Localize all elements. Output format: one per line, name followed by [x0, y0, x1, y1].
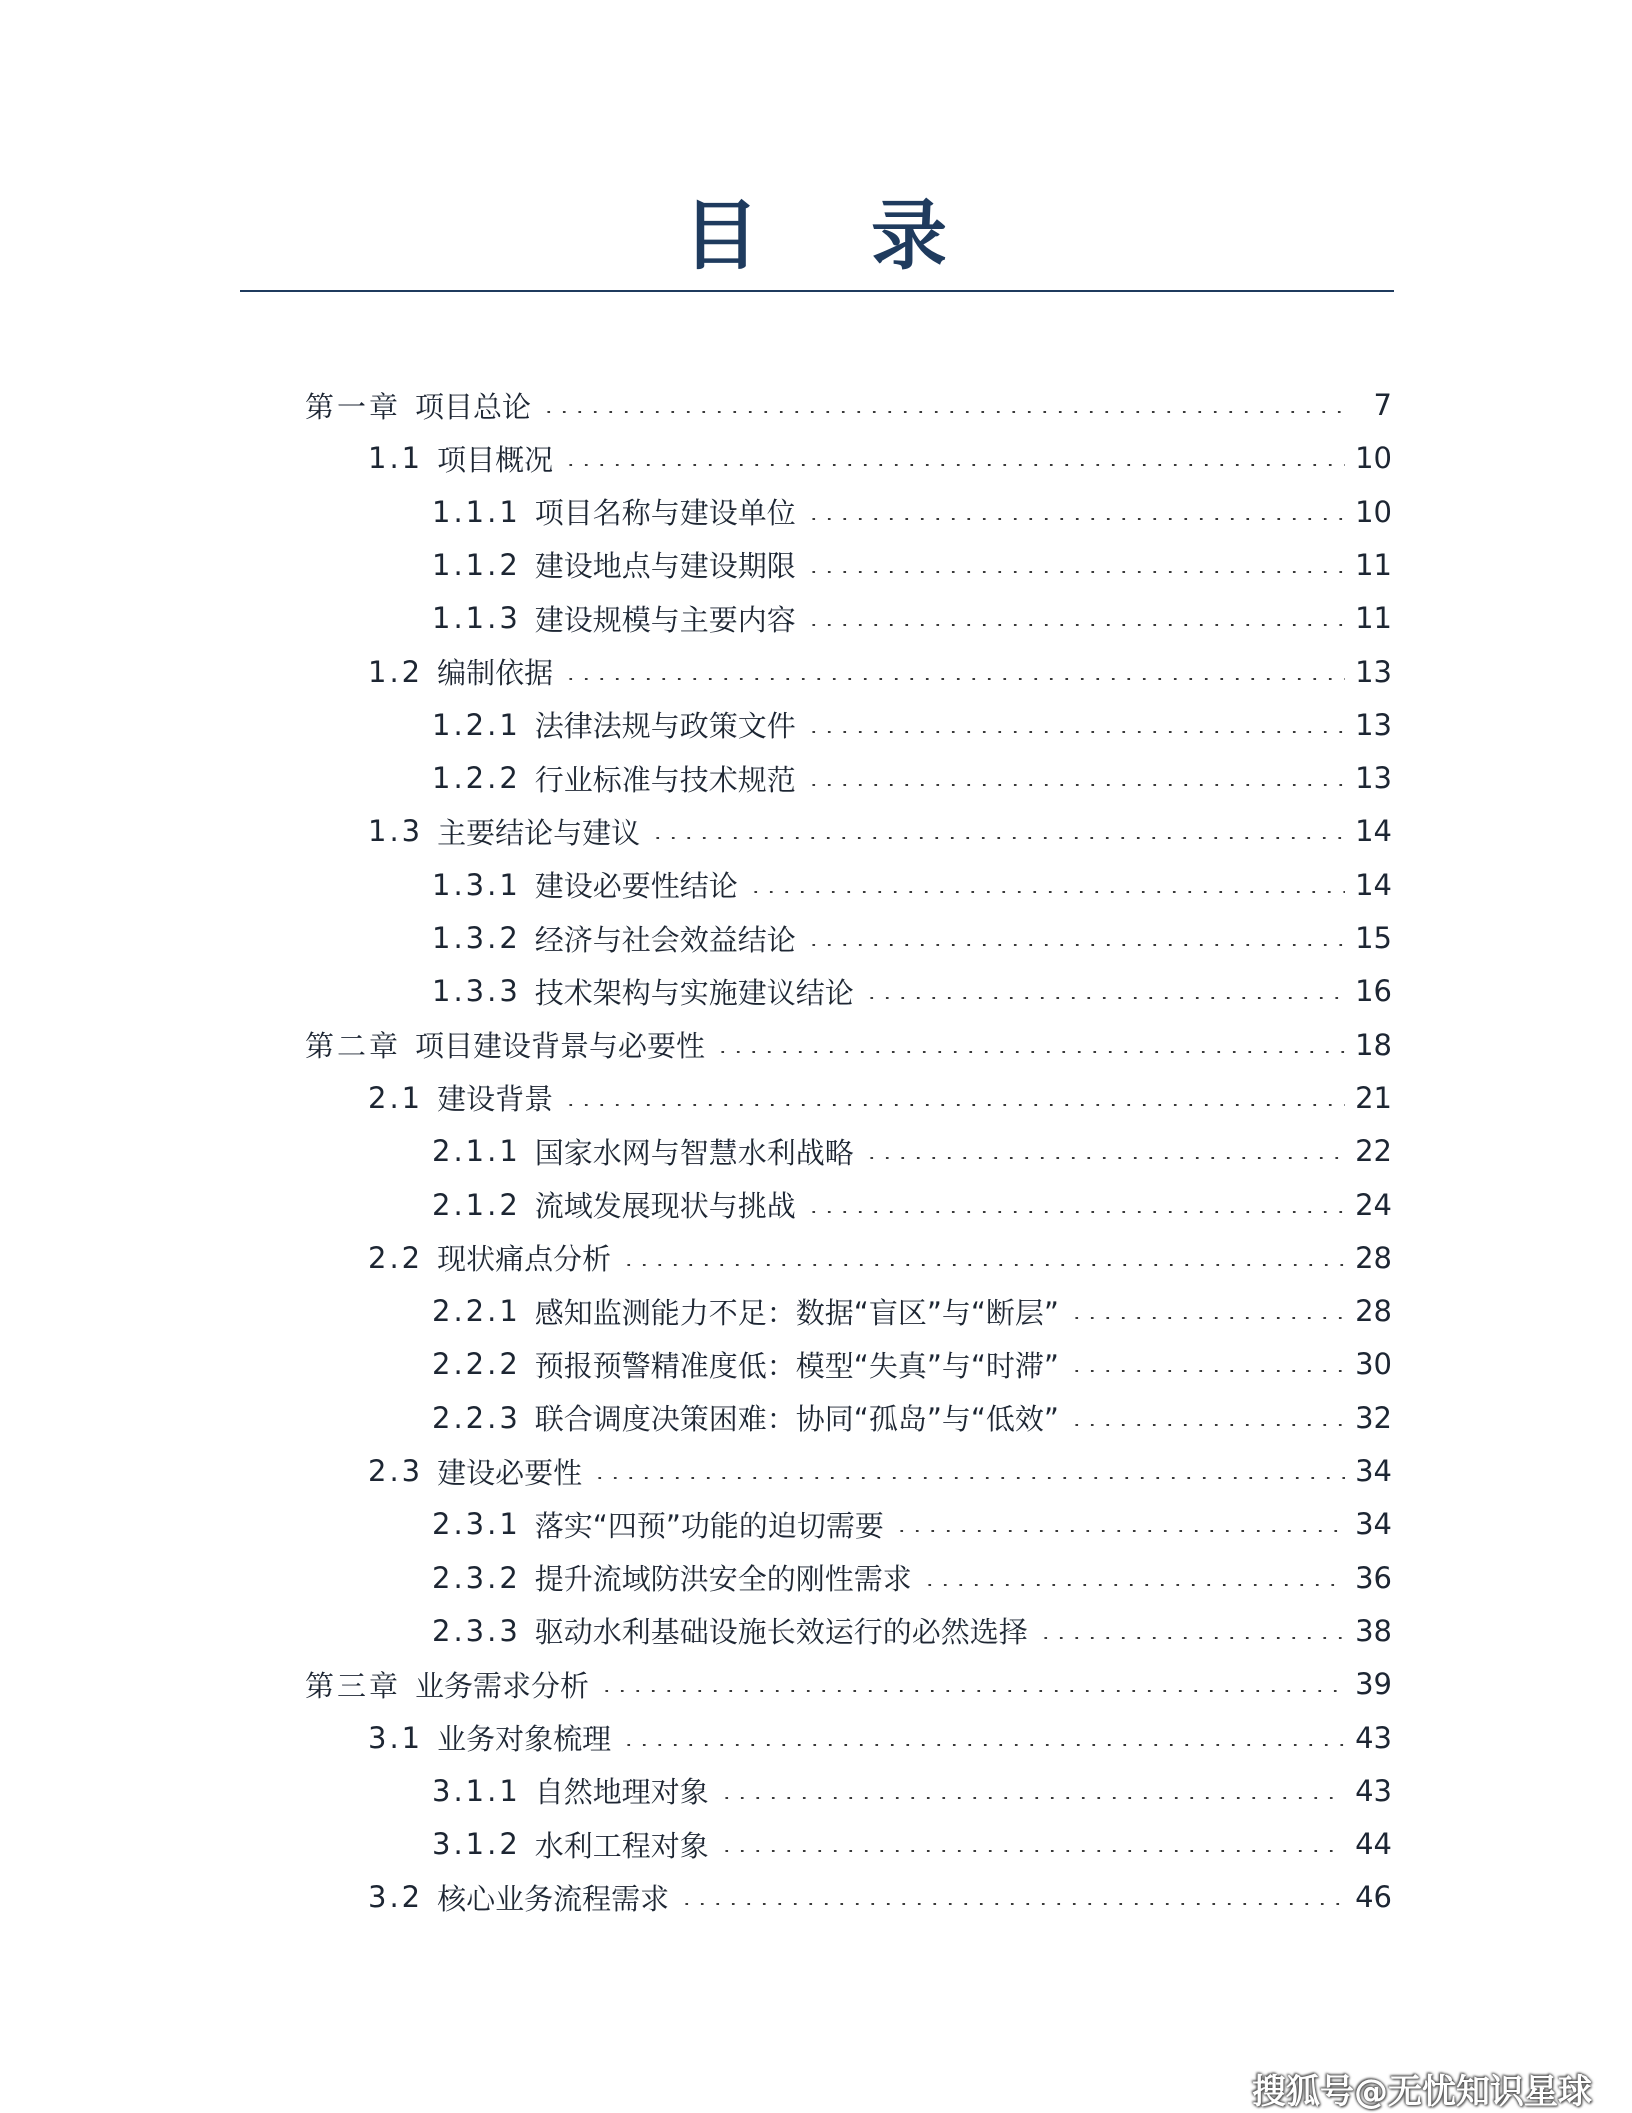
toc-entry-number: 3.1.2 [432, 1827, 521, 1862]
toc-entry[interactable] [368, 1231, 1392, 1285]
toc-dot-leader [1069, 1317, 1345, 1319]
toc-entry-number: 2.2.1 [432, 1294, 521, 1329]
toc-entry-title: 业务对象梳理 [437, 1722, 612, 1756]
toc-dot-leader [806, 784, 1345, 786]
toc-dot-leader [864, 997, 1345, 999]
toc-entry[interactable] [432, 1178, 1392, 1232]
toc-entry-number: 1.3.3 [432, 974, 521, 1009]
toc-entry-title: 驱动水利基础设施长效运行的必然选择 [534, 1615, 1028, 1650]
toc-dot-leader [650, 837, 1345, 839]
toc-dot-leader [806, 571, 1345, 573]
toc-entry[interactable] [368, 645, 1392, 699]
toc-entry-page: 16 [1355, 974, 1392, 1009]
toc-entry-number: 1.2.1 [432, 707, 521, 742]
toc-entry-title: 行业标准与技术规范 [534, 762, 796, 797]
toc-entry-title: 流域发展现状与挑战 [534, 1189, 796, 1223]
toc-entry-title: 建设地点与建设期限 [534, 549, 796, 584]
toc-entry-title: 国家水网与智慧水利战略 [534, 1135, 854, 1170]
toc-entry[interactable] [432, 1551, 1392, 1605]
toc-entry-number: 3.2 [368, 1880, 424, 1915]
toc-entry[interactable] [432, 964, 1392, 1018]
toc-entry-page: 43 [1355, 1720, 1392, 1755]
toc-entry-page: 11 [1355, 547, 1392, 582]
toc-entry-title: 落实“四预”功能的迫切需要 [534, 1508, 884, 1543]
toc-entry-page: 13 [1355, 707, 1392, 742]
toc-entry-title: 业务需求分析 [415, 1668, 590, 1703]
toc-entry-number: 第三章 [305, 1668, 402, 1703]
toc-entry[interactable] [432, 698, 1392, 752]
toc-entry[interactable] [432, 1124, 1392, 1178]
toc-entry[interactable] [432, 1497, 1392, 1551]
toc-entry-page: 21 [1355, 1080, 1392, 1115]
toc-entry-title: 感知监测能力不足：数据“盲区”与“断层” [534, 1295, 1059, 1330]
toc-entry-title: 项目总论 [415, 389, 532, 424]
toc-entry-page: 14 [1355, 867, 1392, 902]
toc-dot-leader [592, 1477, 1345, 1479]
toc-entry-title: 建设规模与主要内容 [534, 602, 796, 637]
toc-entry[interactable] [368, 804, 1392, 858]
toc-entry-title: 技术架构与实施建议结论 [534, 975, 854, 1010]
toc-dot-leader [1038, 1637, 1345, 1639]
toc-entry-page: 28 [1355, 1294, 1392, 1329]
toc-entry-number: 1.1.3 [432, 601, 521, 636]
toc-entry-page: 34 [1355, 1454, 1392, 1488]
toc-dot-leader [563, 464, 1345, 466]
toc-entry-title: 水利工程对象 [534, 1828, 709, 1863]
toc-dot-leader [864, 1157, 1345, 1159]
toc-entry[interactable] [432, 751, 1392, 805]
toc-dot-leader [1069, 1370, 1345, 1372]
toc-entry-number: 第一章 [305, 389, 402, 424]
toc-entry-title: 现状痛点分析 [437, 1242, 612, 1277]
toc-entry-number: 第二章 [305, 1029, 402, 1064]
toc-entry-title: 编制依据 [437, 656, 554, 690]
toc-entry-page: 32 [1355, 1400, 1392, 1435]
toc-entry-title: 建设必要性 [437, 1455, 583, 1490]
toc-entry[interactable] [432, 1284, 1392, 1338]
toc-entry-page: 43 [1355, 1773, 1392, 1808]
toc-entry-title: 建设必要性结论 [534, 869, 738, 904]
toc-entry-number: 1.1.1 [432, 494, 521, 529]
toc-dot-leader [806, 1211, 1345, 1213]
toc-entry[interactable] [432, 1764, 1392, 1818]
toc-entry-number: 2.3.1 [432, 1507, 521, 1542]
toc-entry-title: 法律法规与政策文件 [534, 709, 796, 744]
toc-dot-leader [806, 518, 1345, 520]
toc-entry-number: 2.2 [368, 1240, 424, 1275]
toc-entry[interactable] [368, 431, 1392, 485]
toc-entry[interactable] [432, 858, 1392, 912]
toc-entry-number: 2.1.2 [432, 1187, 521, 1222]
toc-entry-title: 建设背景 [437, 1082, 554, 1117]
toc-entry-page: 46 [1355, 1880, 1392, 1915]
toc-entry-page: 7 [1373, 388, 1392, 422]
toc-entry-number: 1.1 [368, 441, 424, 476]
title-divider [240, 290, 1394, 292]
toc-entry-page: 28 [1355, 1240, 1392, 1275]
toc-entry-page: 11 [1355, 601, 1392, 636]
toc-entry-number: 2.2.3 [432, 1400, 521, 1435]
toc-dot-leader [806, 731, 1345, 733]
toc-dot-leader [1069, 1424, 1345, 1426]
toc-entry[interactable] [432, 538, 1392, 592]
toc-entry[interactable] [432, 911, 1392, 965]
toc-entry-title: 项目名称与建设单位 [534, 496, 796, 531]
toc-entry-number: 1.3.2 [432, 921, 521, 955]
toc-dot-leader [806, 624, 1345, 626]
toc-entry-title: 项目概况 [437, 442, 554, 477]
toc-entry[interactable] [432, 1391, 1392, 1445]
toc-dot-leader [599, 1690, 1345, 1692]
toc-entry-title: 主要结论与建议 [437, 815, 641, 850]
toc-entry[interactable] [305, 1657, 1392, 1711]
toc-entry-title: 提升流域防洪安全的刚性需求 [534, 1562, 912, 1597]
toc-entry-title: 项目建设背景与必要性 [415, 1029, 706, 1064]
toc-entry-number: 3.1.1 [432, 1773, 521, 1808]
toc-entry[interactable] [305, 1018, 1392, 1072]
page-title [0, 188, 1632, 284]
toc-entry[interactable] [368, 1071, 1392, 1125]
toc-dot-leader [621, 1744, 1345, 1746]
toc-entry-page: 13 [1355, 654, 1392, 689]
toc-entry-page: 18 [1355, 1027, 1392, 1062]
toc-entry-page: 39 [1355, 1667, 1392, 1702]
title-char-1: 目 [683, 191, 761, 280]
toc-dot-leader [719, 1850, 1345, 1852]
toc-entry-number: 2.3.3 [432, 1613, 521, 1648]
toc-dot-leader [806, 944, 1345, 946]
toc-entry[interactable] [432, 485, 1392, 539]
toc-dot-leader [563, 1104, 1345, 1106]
toc-entry-page: 30 [1355, 1347, 1392, 1382]
toc-entry-number: 1.3 [368, 814, 424, 849]
toc-entry-number: 1.2.2 [432, 761, 521, 796]
toc-entry-number: 3.1 [368, 1720, 424, 1755]
toc-entry-title: 联合调度决策困难：协同“孤岛”与“低效” [534, 1402, 1059, 1437]
toc-entry-page: 22 [1355, 1134, 1392, 1169]
toc-entry[interactable] [432, 1817, 1392, 1871]
toc-entry[interactable] [432, 591, 1392, 645]
toc-dot-leader [715, 1051, 1345, 1053]
toc-entry-number: 2.1 [368, 1080, 424, 1115]
toc-entry-page: 44 [1355, 1827, 1392, 1862]
toc-dot-leader [719, 1797, 1345, 1799]
toc-entry-number: 2.1.1 [432, 1134, 521, 1169]
toc-dot-leader [563, 678, 1345, 680]
title-char-2: 录 [871, 191, 949, 280]
toc-entry[interactable] [432, 1337, 1392, 1391]
toc-dot-leader [541, 411, 1346, 413]
toc-entry-number: 2.3 [368, 1454, 424, 1488]
toc-entry-number: 1.3.1 [432, 867, 521, 902]
toc-entry-title: 预报预警精准度低：模型“失真”与“时滞” [534, 1348, 1059, 1383]
toc-dot-leader [621, 1264, 1345, 1266]
toc-entry-number: 2.2.2 [432, 1347, 521, 1382]
toc-dot-leader [922, 1584, 1345, 1586]
toc-entry[interactable] [368, 1870, 1392, 1924]
toc-entry-page: 34 [1355, 1507, 1392, 1542]
toc-entry-page: 14 [1355, 814, 1392, 849]
toc-entry-page: 13 [1355, 761, 1392, 796]
toc-entry-number: 1.1.2 [432, 547, 521, 582]
toc-entry-page: 24 [1355, 1187, 1392, 1222]
toc-entry-title: 核心业务流程需求 [437, 1881, 670, 1916]
toc-entry-title: 自然地理对象 [534, 1775, 709, 1810]
toc-entry[interactable] [368, 1444, 1392, 1498]
toc-entry-number: 2.3.2 [432, 1560, 521, 1595]
toc-dot-leader [679, 1903, 1345, 1905]
toc-entry[interactable] [305, 378, 1392, 432]
toc-entry-number: 1.2 [368, 654, 424, 689]
watermark: 搜狐号@无忧知识星球 [1252, 2072, 1592, 2112]
toc-entry[interactable] [432, 1604, 1392, 1658]
toc-dot-leader [894, 1530, 1345, 1532]
toc-entry-page: 10 [1355, 441, 1392, 476]
toc-entry-page: 15 [1355, 921, 1392, 955]
toc-entry-title: 经济与社会效益结论 [534, 922, 796, 957]
toc-entry-page: 36 [1355, 1560, 1392, 1595]
toc-entry[interactable] [368, 1711, 1392, 1765]
toc-dot-leader [748, 891, 1345, 893]
toc-entry-page: 38 [1355, 1613, 1392, 1648]
toc-entry-page: 10 [1355, 494, 1392, 529]
